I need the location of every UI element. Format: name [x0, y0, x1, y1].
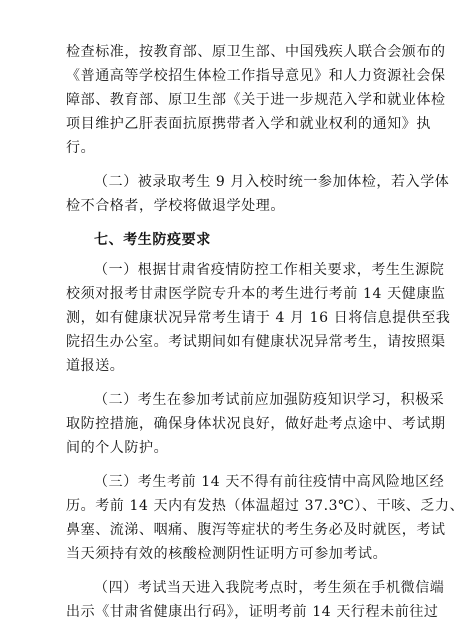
text-line: （二）被录取考生 9 月入校时统一参加体检，若入学体: [94, 174, 450, 190]
text-line: 《普通高等学校招生体检工作指导意见》和人力资源社会保: [66, 68, 446, 84]
text-line: 道报送。: [66, 358, 125, 374]
paragraph-risk-areas: [66, 470, 465, 566]
text-line: （二）考生在参加考试前应加强防疫知识学习，积极采: [94, 392, 445, 408]
text-line: （一）根据甘肃省疫情防控工作相关要求，考生生源院: [94, 262, 445, 278]
text-line: 出示《甘肃省健康出行码》，证明考前 14 天行程未前往过: [66, 604, 439, 620]
paragraph-health-monitoring: [66, 258, 451, 378]
text-line: 检查标准，按教育部、原卫生部、中国残疾人联合会颁布的: [66, 44, 446, 60]
text-line: 鼻塞、流涕、咽痛、腹泻等症状的考生务必及时就医，考试: [66, 522, 446, 538]
text-line: 检不合格者，学校将做退学处理。: [66, 198, 285, 214]
text-line: 测，如有健康状况异常考生请于 4 月 16 日将信息提供至我: [66, 310, 451, 326]
paragraph-physical-exam-standard: [66, 40, 446, 160]
text-line: 院招生办公室。考试期间如有健康状况异常考生，请按照渠: [66, 334, 446, 350]
text-line: 行。: [66, 140, 96, 156]
text-line: 历。考前 14 天内有发热（体温超过 37.3℃）、干咳、乏力、: [66, 498, 465, 514]
paragraph-enrollment-exam: [66, 170, 450, 218]
section-heading: 七、考生防疫要求: [94, 232, 211, 248]
text-line: 间的个人防护。: [66, 440, 169, 456]
paragraph-health-code: [66, 576, 445, 624]
text-line: 障部、教育部、原卫生部《关于进一步规范入学和就业体检: [66, 92, 446, 108]
text-line: 当天须持有效的核酸检测阴性证明方可参加考试。: [66, 546, 388, 562]
text-line: （三）考生考前 14 天不得有前往疫情中高风险地区经: [94, 474, 445, 490]
text-line: （四）考试当天进入我院考点时，考生须在手机微信端: [94, 580, 445, 596]
text-line: 取防控措施，确保身体状况良好，做好赴考点途中、考试期: [66, 416, 446, 432]
text-line: 校须对报考甘肃医学院专升本的考生进行考前 14 天健康监: [66, 286, 446, 302]
paragraph-prevention-measures: [66, 388, 446, 460]
text-line: 项目维护乙肝表面抗原携带者入学和就业权利的通知》执: [66, 116, 431, 132]
